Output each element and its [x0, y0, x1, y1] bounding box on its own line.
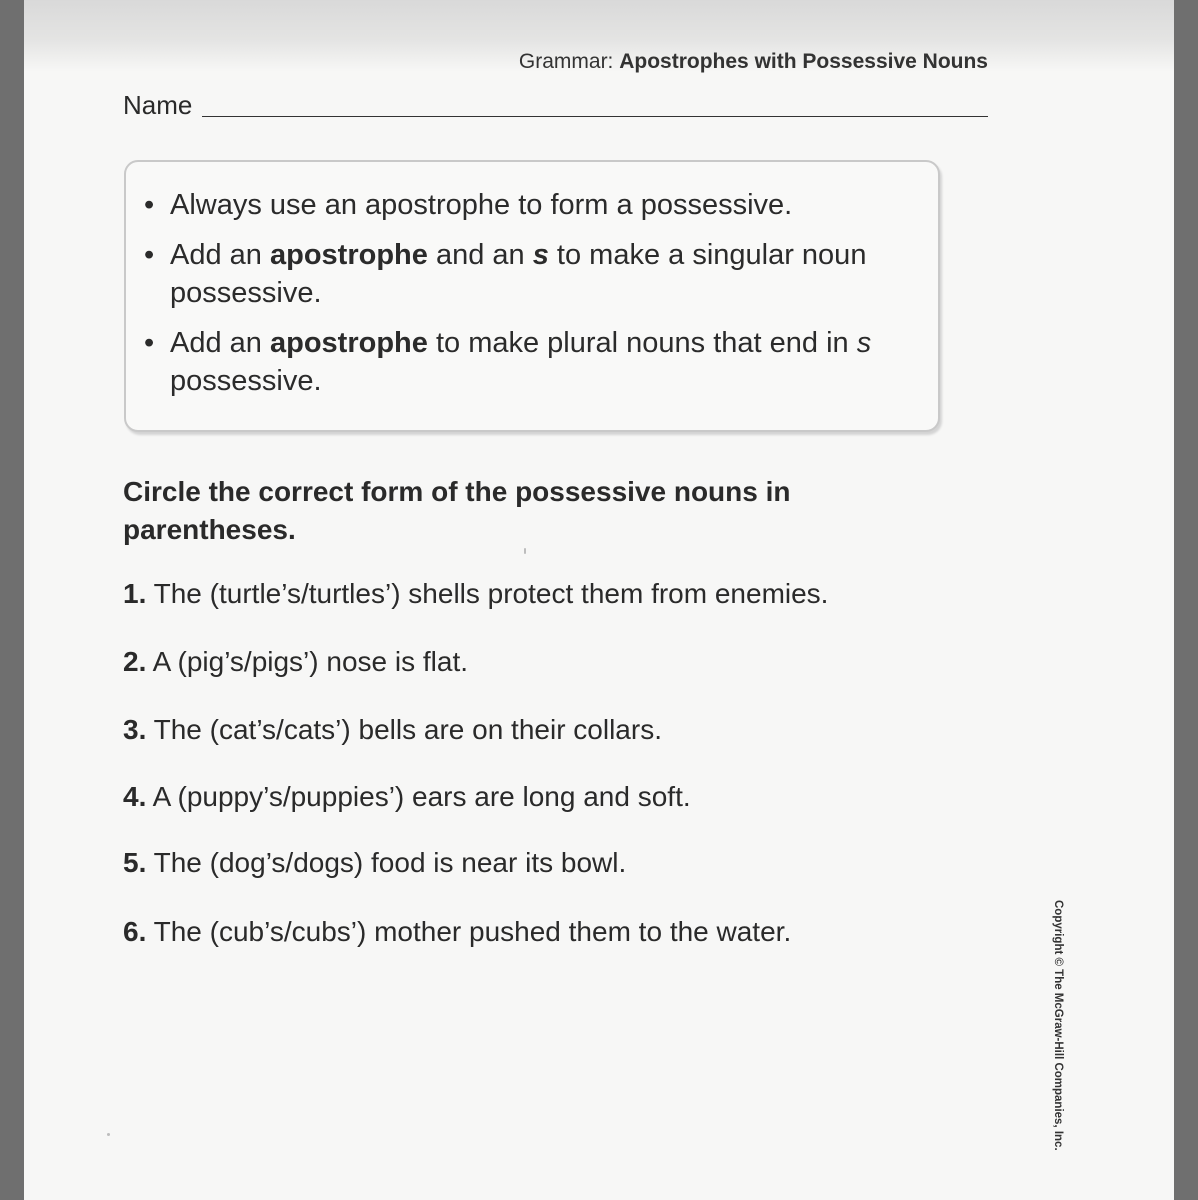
exercise-item-4[interactable]	[123, 777, 963, 817]
rule-2-text-a: Add an	[170, 239, 270, 271]
bullet-icon: •	[144, 189, 155, 221]
exercise-item-6[interactable]	[123, 912, 963, 952]
rule-item	[144, 236, 904, 312]
rule-3-text-b: to make plural nouns that end in	[427, 327, 857, 359]
rules-list	[144, 186, 904, 412]
rule-2-bold: apostrophe	[269, 239, 428, 271]
item-number: 1.	[123, 578, 147, 609]
name-label: Name	[123, 90, 193, 120]
exercise-item-1[interactable]	[123, 574, 963, 614]
rule-1-text: Always use an apostrophe to form a possessive.	[170, 189, 793, 221]
worksheet-header	[519, 50, 988, 74]
exercise-item-3[interactable]	[123, 710, 963, 750]
exercise-item-2[interactable]	[123, 642, 963, 682]
scan-speck	[524, 548, 526, 554]
rule-3-text-c: possessive.	[170, 365, 322, 397]
rule-item	[144, 324, 904, 400]
bullet-icon: •	[144, 239, 155, 271]
scan-speck	[107, 1133, 110, 1136]
bullet-icon: •	[144, 327, 155, 359]
item-number: 6.	[123, 916, 147, 947]
header-prefix: Grammar:	[518, 50, 614, 73]
item-text: A (pig’s/pigs’) nose is flat.	[146, 646, 469, 677]
exercise-item-5[interactable]	[123, 843, 963, 883]
rule-item	[144, 186, 904, 224]
item-number: 5.	[123, 847, 147, 878]
instructions: Circle the correct form of the possessive nouns in parentheses.	[123, 476, 791, 545]
rule-3-bold: apostrophe	[269, 327, 428, 359]
rule-3-text-a: Add an	[170, 327, 270, 359]
rule-2-text-b: and an	[427, 239, 533, 271]
rule-3-italic: s	[856, 327, 872, 359]
name-write-line[interactable]	[202, 116, 988, 117]
item-text: The (cat’s/cats’) bells are on their collars.	[146, 714, 662, 745]
item-number: 4.	[123, 781, 147, 812]
item-text: A (puppy’s/puppies’) ears are long and soft.	[146, 781, 691, 812]
copyright-notice: Copyright © The McGraw-Hill Companies, Inc.	[1052, 900, 1064, 1151]
rules-box	[124, 160, 940, 432]
rule-2-italic: s	[532, 239, 549, 271]
rule-2-text-c: to make a singular noun possessive.	[170, 239, 867, 309]
item-text: The (cub’s/cubs’) mother pushed them to the water.	[146, 916, 792, 947]
item-number: 3.	[123, 714, 147, 745]
item-number: 2.	[123, 646, 147, 677]
worksheet-page	[24, 0, 1174, 1200]
header-topic: Apostrophes with Possessive Nouns	[619, 50, 988, 73]
exercise-list	[123, 574, 963, 952]
item-text: The (turtle’s/turtles’) shells protect them from enemies.	[146, 578, 829, 609]
item-text: The (dog’s/dogs) food is near its bowl.	[146, 847, 627, 878]
